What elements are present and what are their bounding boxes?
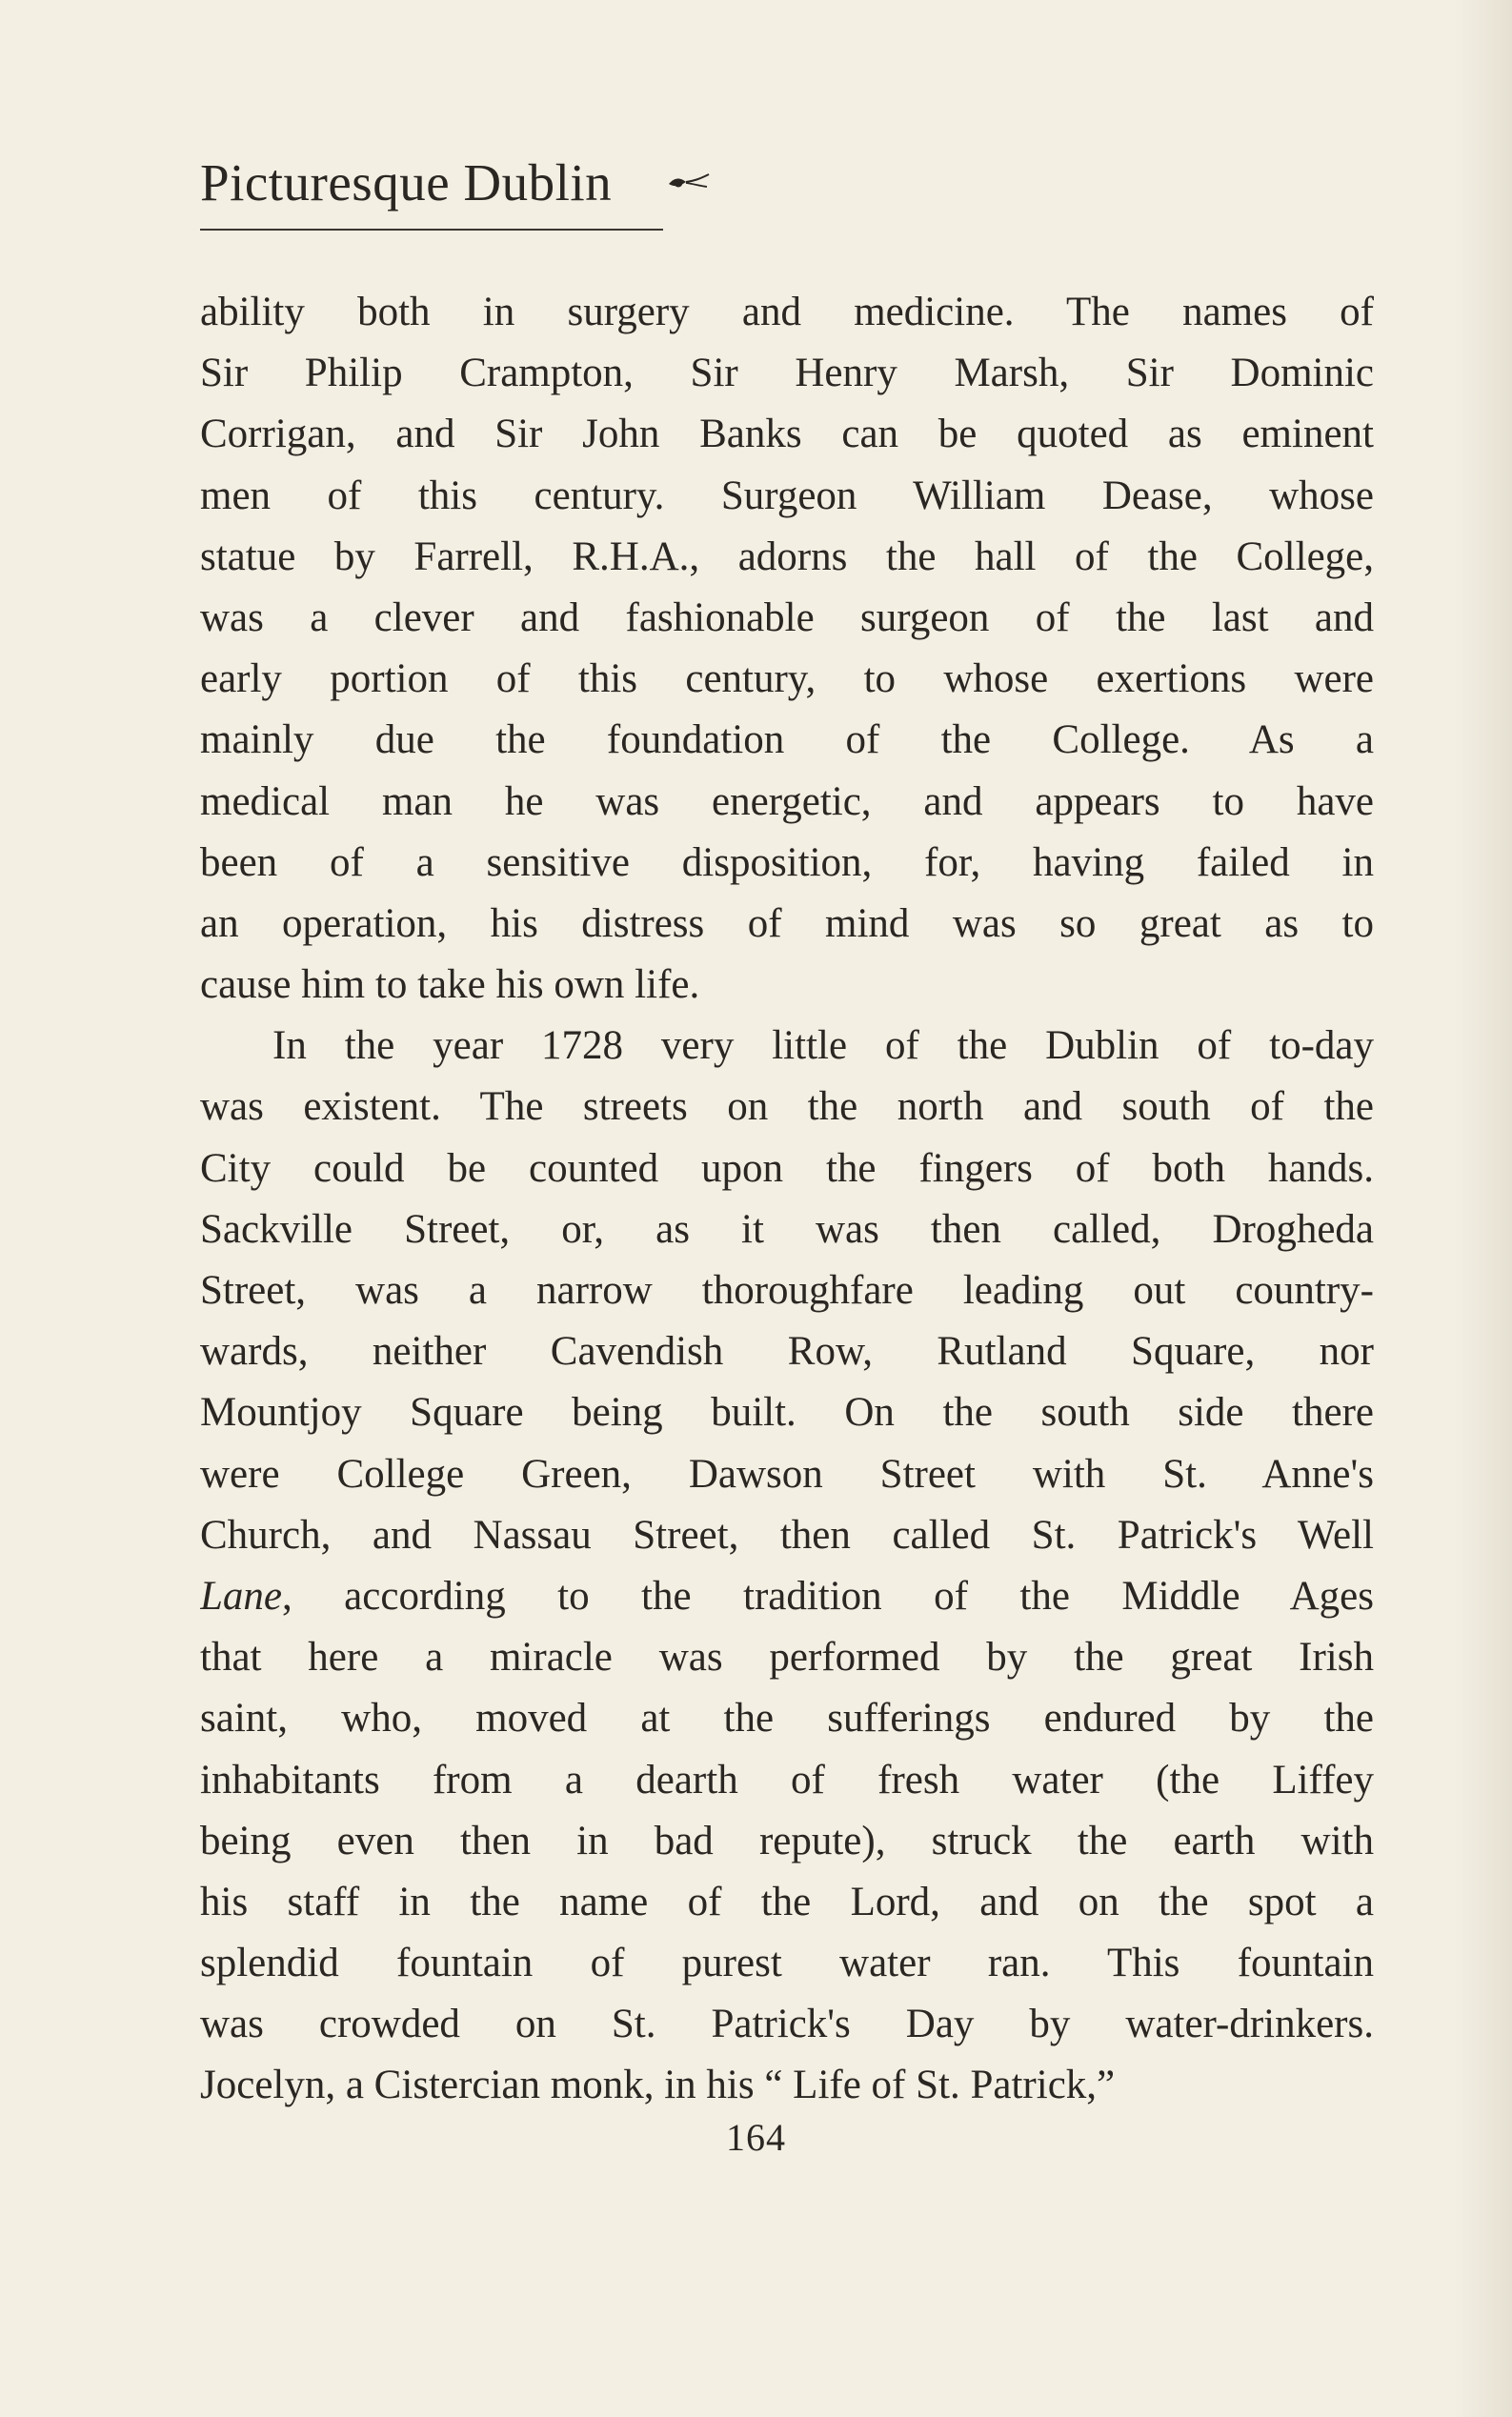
text-line: cause him to take his own life. [200, 962, 700, 1008]
paragraph [200, 1016, 1374, 2116]
text-line: an operation, his distress of mind was so great as to [200, 900, 1374, 946]
text-line: City could be counted upon the fingers of both hands. [200, 1145, 1374, 1191]
text-line: been of a sensitive disposition, for, having failed in [200, 839, 1374, 885]
text-line: being even then in bad repute), struck the earth with [200, 1818, 1374, 1863]
text-line: Mountjoy Square being built. On the south side there [200, 1390, 1374, 1436]
paragraph [200, 282, 1374, 1016]
text-line: ability both in surgery and medicine. The names of [200, 290, 1374, 334]
text-line: mainly due the foundation of the College. As a [200, 717, 1374, 763]
page-edge-shadow [1455, 0, 1512, 2417]
text-line: saint, who, moved at the sufferings endured by the [200, 1696, 1374, 1742]
text-line: Jocelyn, a Cistercian monk, in his “ Life of St. Patrick,” [200, 2063, 1116, 2108]
text-line: were College Green, Dawson Street with St. Anne's [200, 1451, 1374, 1497]
text-line: was crowded on St. Patrick's Day by water-drinkers. [200, 2002, 1374, 2047]
italic-word: Lane [200, 1573, 282, 1619]
text-line: his staff in the name of the Lord, and on the spot a [200, 1879, 1374, 1924]
fleuron-ornament-icon [667, 171, 711, 199]
text-line: statue by Farrell, R.H.A., adorns the hall of the College, [200, 534, 1374, 579]
text-line: was existent. The streets on the north and south of the [200, 1084, 1374, 1130]
text-line: In the year 1728 very little of the Dublin of to-day [272, 1023, 1374, 1069]
header-rule [200, 229, 663, 231]
text-line: wards, neither Cavendish Row, Rutland Square, nor [200, 1329, 1374, 1375]
text-line: Corrigan, and Sir John Banks can be quoted as eminent [200, 412, 1374, 457]
text-line: early portion of this century, to whose exertions were [200, 656, 1374, 702]
text-line: Sir Philip Crampton, Sir Henry Marsh, Sir Dominic [200, 351, 1374, 396]
text-line: Sackville Street, or, as it was then called, Drogheda [200, 1206, 1374, 1252]
text-line: medical man he was energetic, and appears to have [200, 778, 1374, 824]
text-line: Lane, according to the tradition of the Middle Ages [200, 1573, 1374, 1619]
text-line: Street, was a narrow thoroughfare leading out country- [200, 1268, 1374, 1313]
running-title: Picturesque Dublin [200, 153, 613, 211]
text-line: inhabitants from a dearth of fresh water (the Liffey [200, 1757, 1374, 1803]
text-line: splendid fountain of purest water ran. This fountain [200, 1941, 1374, 1986]
body-text [200, 282, 1374, 2117]
text-line: that here a miracle was performed by the great Irish [200, 1635, 1374, 1681]
running-head [200, 152, 711, 212]
text-line: was a clever and fashionable surgeon of the last and [200, 594, 1374, 640]
text-line: Church, and Nassau Street, then called St. Patrick's Well [200, 1512, 1374, 1558]
page-number: 164 [726, 2116, 786, 2159]
text-line: men of this century. Surgeon William Dease, whose [200, 473, 1374, 518]
